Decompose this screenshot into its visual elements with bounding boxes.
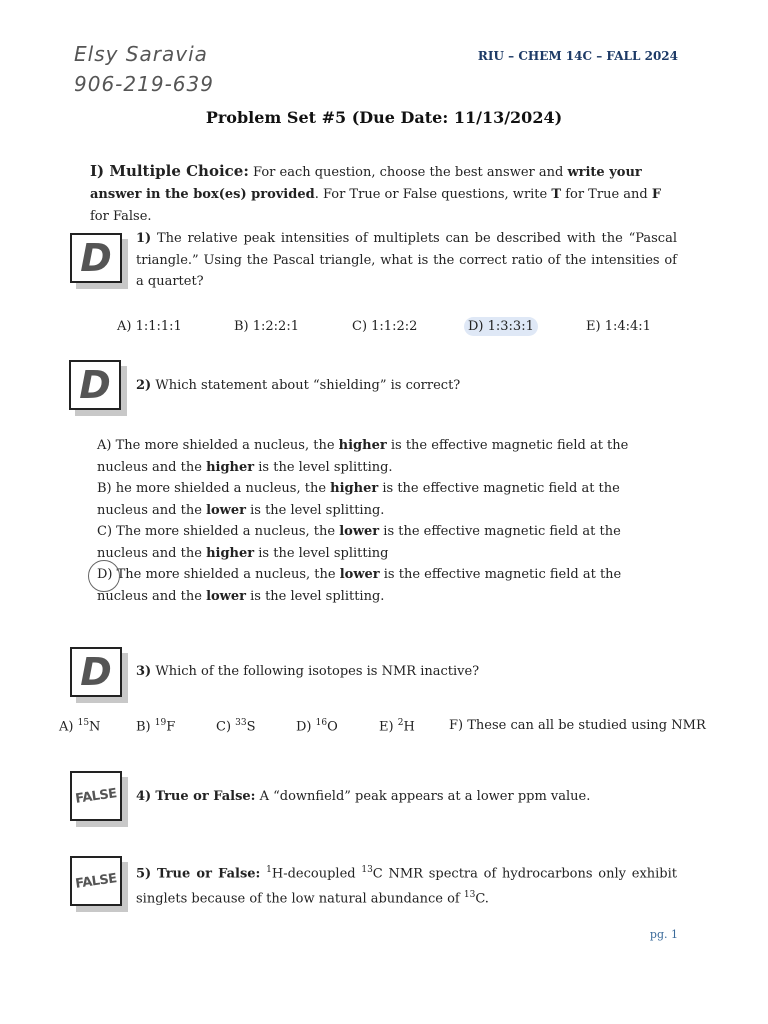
q2-statement-c: C) The more shielded a nucleus, the lower is the effective magnetic field at the nucleus and the higher is the level splitting bbox=[97, 524, 621, 561]
handwritten-id: 906-219-639 bbox=[74, 72, 214, 96]
q1-option-c: C) 1:1:2:2 bbox=[352, 319, 418, 334]
handwritten-answer: D bbox=[80, 236, 112, 280]
q3-option-e: E) $^2$H bbox=[379, 718, 415, 735]
answer-circle-mark bbox=[88, 560, 120, 592]
question-text: A “downfield” peak appears at a lower ppm value. bbox=[255, 789, 591, 804]
answer-box-q5[interactable] bbox=[70, 856, 122, 906]
question-number: 4) bbox=[136, 789, 152, 804]
section-intro bbox=[90, 160, 678, 228]
true-false-label: True or False: bbox=[155, 789, 256, 804]
question-3 bbox=[136, 661, 677, 683]
q3-option-a: A) $^{15}$N bbox=[59, 718, 101, 735]
question-4 bbox=[136, 786, 677, 808]
q3-option-b: B) $^{19}$F bbox=[136, 718, 176, 735]
question-text: Which statement about “shielding” is correct? bbox=[155, 378, 461, 393]
q2-statement-b: B) he more shielded a nucleus, the higher is the effective magnetic field at the nucleus and the lower is the level splitting. bbox=[97, 481, 620, 518]
handwritten-answer: FALSE bbox=[74, 870, 118, 892]
question-text: The relative peak intensities of multiplets can be described with the “Pascal triangle.” Using the Pascal triangle, what is the correct ratio of the intensities of a quartet? bbox=[136, 231, 677, 289]
q1-option-a: A) 1:1:1:1 bbox=[117, 319, 182, 334]
question-1 bbox=[136, 228, 677, 293]
true-false-label: True or False: bbox=[156, 866, 261, 882]
handwritten-answer: D bbox=[79, 363, 111, 407]
section-heading: I) Multiple Choice: bbox=[90, 162, 249, 180]
intro-false-letter: F bbox=[651, 187, 662, 202]
handwritten-answer: D bbox=[80, 650, 112, 694]
answer-box-q2[interactable] bbox=[69, 360, 121, 410]
answer-box-q4[interactable] bbox=[70, 771, 122, 821]
q3-option-d: D) $^{16}$O bbox=[296, 718, 338, 735]
question-5: 5) True or False: $^1$H-decoupled $^{13}$C NMR spectra of hydrocarbons only exhibit singlets because of the low natural abundance of $^{13}$C. bbox=[136, 865, 678, 907]
page-title: Problem Set #5 (Due Date: 11/13/2024) bbox=[205, 108, 563, 127]
handwritten-answer: FALSE bbox=[74, 785, 118, 807]
q2-statement-d: D) The more shielded a nucleus, the lower is the effective magnetic field at the nucleus and the lower is the level splitting. bbox=[97, 567, 622, 604]
intro-text: . For True or False questions, write bbox=[314, 187, 552, 202]
q1-option-b: B) 1:2:2:1 bbox=[234, 319, 299, 334]
question-number: 5) bbox=[136, 866, 152, 882]
intro-text: For each question, choose the best answer and bbox=[248, 165, 568, 180]
q1-option-d: D) 1:3:3:1 bbox=[464, 317, 538, 336]
q3-option-c: C) $^{33}$S bbox=[216, 718, 256, 735]
course-header: RIU – CHEM 14C – FALL 2024 bbox=[477, 49, 678, 63]
intro-text: for True and bbox=[561, 187, 652, 202]
question-text: Which of the following isotopes is NMR inactive? bbox=[155, 664, 480, 679]
question-number: 3) bbox=[136, 664, 152, 679]
question-2 bbox=[136, 375, 677, 397]
intro-text: for False. bbox=[90, 209, 152, 224]
q3-option-f: F) These can all be studied using NMR bbox=[449, 718, 706, 733]
q1-option-e: E) 1:4:4:1 bbox=[586, 319, 651, 334]
question-number: 1) bbox=[136, 231, 152, 246]
q2-statements bbox=[97, 435, 672, 607]
question-number: 2) bbox=[136, 378, 152, 393]
intro-true-letter: T bbox=[551, 187, 562, 202]
answer-box-q3[interactable] bbox=[70, 647, 122, 697]
intro-bold: write your answer in the box(es) provided bbox=[90, 165, 642, 202]
page-number: pg. 1 bbox=[649, 928, 678, 941]
answer-box-q1[interactable] bbox=[70, 233, 122, 283]
handwritten-name: Elsy Saravia bbox=[74, 42, 208, 66]
q2-statement-a: A) The more shielded a nucleus, the higher is the effective magnetic field at the nucleus and the higher is the level splitting. bbox=[97, 438, 629, 475]
